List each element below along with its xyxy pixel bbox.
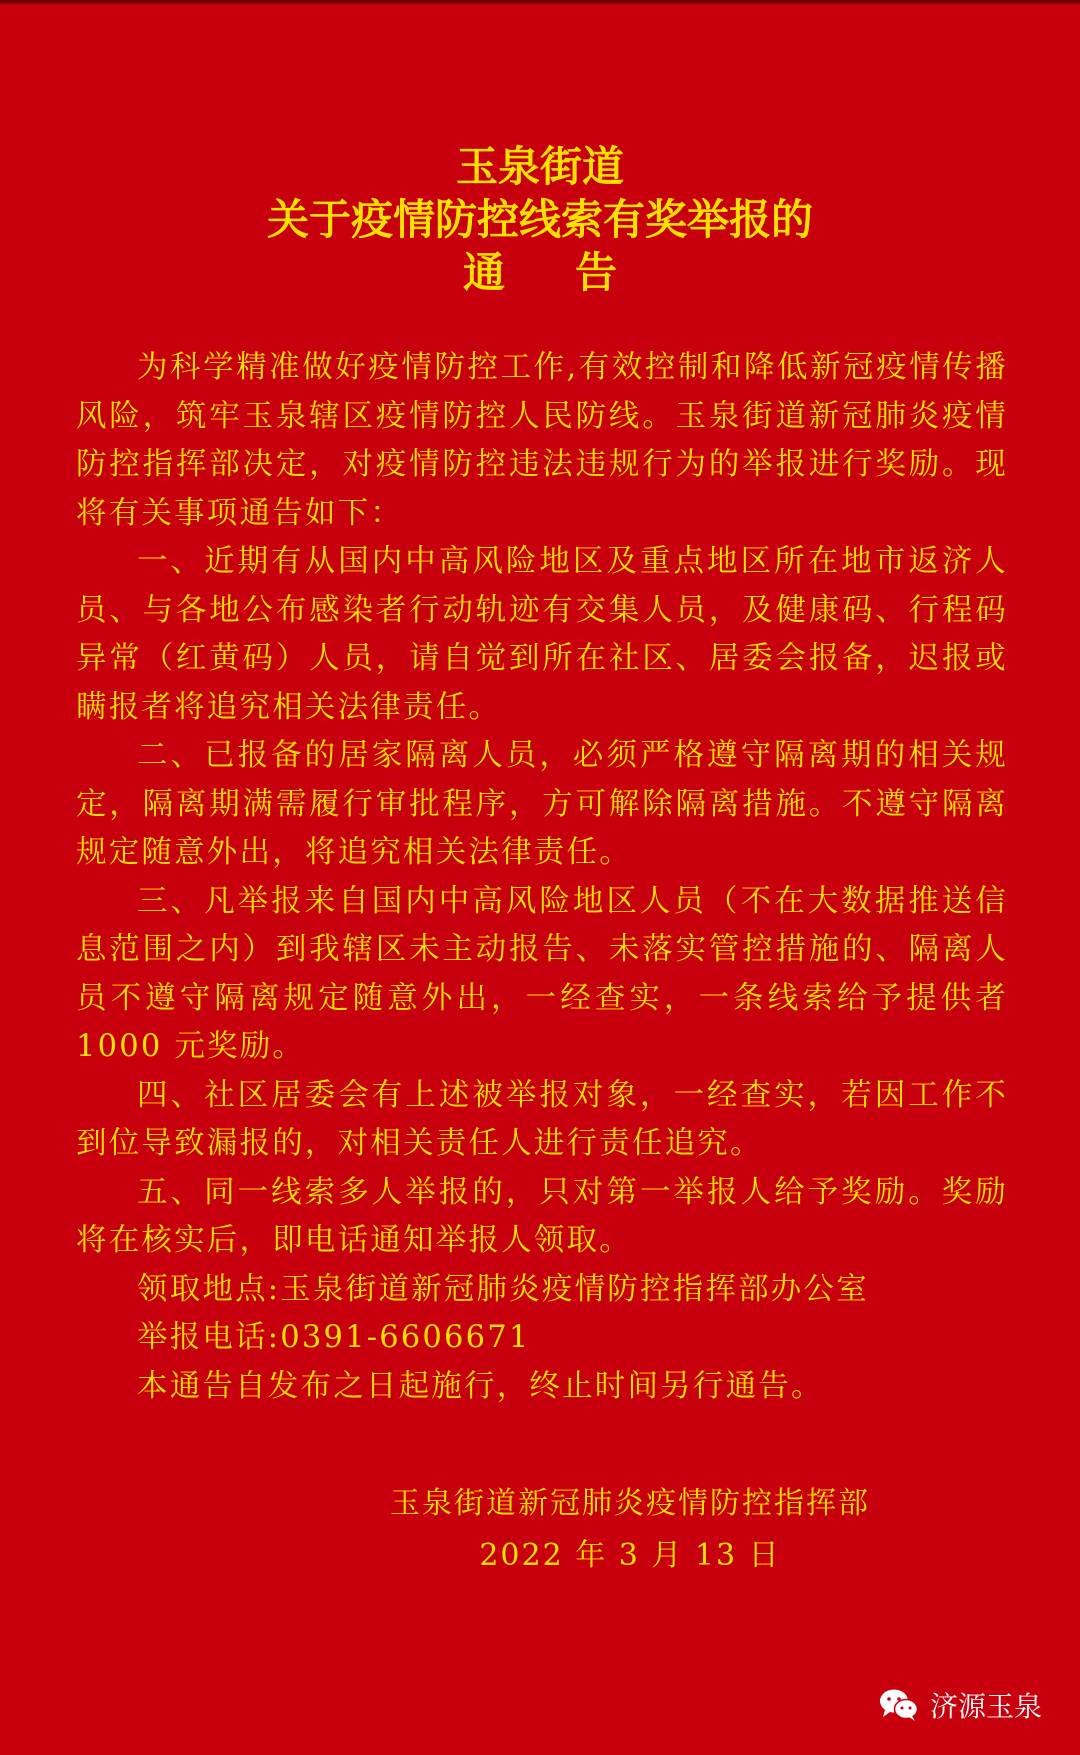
paragraph-item-2: 二、已报备的居家隔离人员，必须严格遵守隔离期的相关规定，隔离期满需履行审批程序，方可解除隔离措施。不遵守隔离规定随意外出，将追究相关法律责任。 [76, 738, 1008, 870]
title-line-3: 通告 [462, 248, 687, 297]
signature-block [380, 1478, 880, 1582]
wechat-watermark [878, 1683, 1042, 1727]
paragraph-intro: 为科学精准做好疫情防控工作,有效控制和降低新冠疫情传播风险，筑牢玉泉辖区疫情防控人民防线。玉泉街道新冠肺炎疫情防控指挥部决定，对疫情防控违法违规行为的举报进行奖励。现将有关事项通告如下： [76, 350, 1008, 531]
paragraph-item-5: 五、同一线索多人举报的，只对第一举报人给予奖励。奖励将在核实后，即电话通知举报人领取。 [76, 1174, 1008, 1258]
title-line-2: 关于疫情防控线索有奖举报的 [266, 195, 813, 244]
paragraph-item-4: 四、社区居委会有上述被举报对象，一经查实，若因工作不到位导致漏报的，对相关责任人进行责任追究。 [76, 1077, 1008, 1161]
signature-date: 2022 年 3 月 13 日 [479, 1538, 781, 1573]
watermark-text: 济源玉泉 [929, 1690, 1042, 1723]
top-edge [0, 0, 1080, 4]
paragraph-item-1: 一、近期有从国内中高风险地区及重点地区所在地市返济人员、与各地公布感染者行动轨迹有交集人员，及健康码、行程码异常（红黄码）人员，请自觉到所在社区、居委会报备，迟报或瞒报者将追究相关法律责任。 [76, 544, 1008, 725]
title-line-1: 玉泉街道 [455, 142, 624, 191]
notice-title [0, 140, 1080, 299]
wechat-icon [878, 1687, 920, 1723]
paragraph-item-3: 三、凡举报来自国内中高风险地区人员（不在大数据推送信息范围之内）到我辖区未主动报告、未落实管控措施的、隔离人员不遵守隔离规定随意外出，一经查实，一条线索给予提供者 1000 元奖励。 [76, 883, 1008, 1064]
pickup-location: 领取地点:玉泉街道新冠肺炎疫情防控指挥部办公室 [137, 1271, 869, 1307]
signature-org: 玉泉街道新冠肺炎疫情防控指挥部 [390, 1486, 870, 1521]
effective-date-note: 本通告自发布之日起施行，终止时间另行通告。 [137, 1368, 824, 1404]
report-phone: 举报电话:0391-6606671 [137, 1320, 531, 1355]
notice-body [76, 344, 1008, 1411]
